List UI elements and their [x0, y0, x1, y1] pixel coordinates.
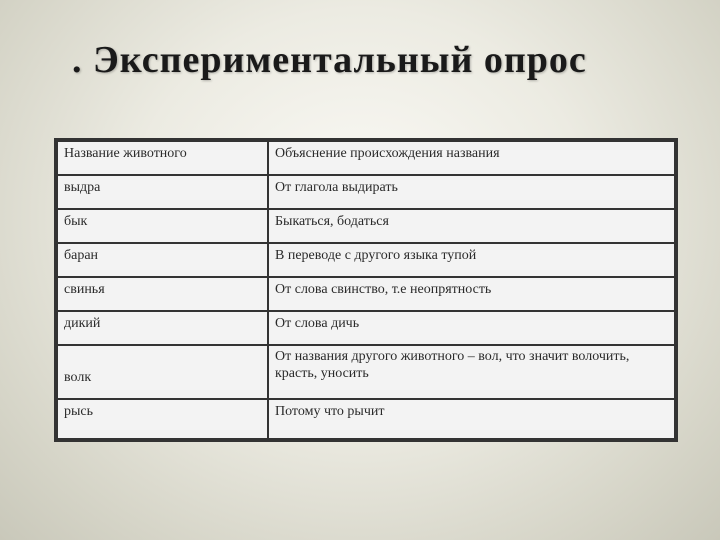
table-row	[57, 243, 675, 277]
animal-cell: рысь	[57, 399, 268, 439]
explanation-cell: От слова свинство, т.е неопрятность	[268, 277, 675, 311]
animal-cell: баран	[57, 243, 268, 277]
animal-cell: выдра	[57, 175, 268, 209]
explanation-cell: В переводе с другого языка тупой	[268, 243, 675, 277]
table-header-row	[57, 141, 675, 175]
explanation-cell: От названия другого животного – вол, что значит волочить, красть, уносить	[268, 345, 675, 399]
table-row	[57, 345, 675, 399]
explanation-cell: От глагола выдирать	[268, 175, 675, 209]
animal-cell: дикий	[57, 311, 268, 345]
survey-table	[54, 138, 678, 442]
table-row	[57, 175, 675, 209]
table-row	[57, 311, 675, 345]
table-row	[57, 277, 675, 311]
explanation-cell: Быкаться, бодаться	[268, 209, 675, 243]
header-animal-name: Название животного	[57, 141, 268, 175]
explanation-cell: Потому что рычит	[268, 399, 675, 439]
animal-cell: свинья	[57, 277, 268, 311]
animal-cell: волк	[57, 345, 268, 399]
header-name-origin: Объяснение происхождения названия	[268, 141, 675, 175]
table-row	[57, 209, 675, 243]
animal-cell: бык	[57, 209, 268, 243]
table-row	[57, 399, 675, 439]
table	[56, 140, 676, 440]
slide-title: . Экспериментальный опрос	[72, 39, 587, 81]
explanation-cell: От слова дичь	[268, 311, 675, 345]
